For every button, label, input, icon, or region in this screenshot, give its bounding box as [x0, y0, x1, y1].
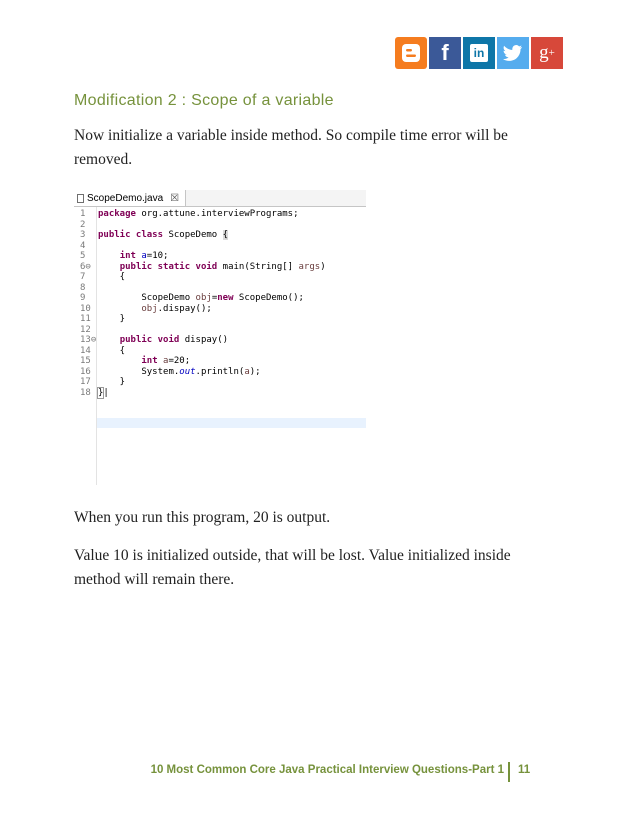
line-number: 18	[80, 387, 91, 398]
line-number: 9	[80, 293, 86, 303]
code-line: }	[98, 377, 126, 387]
code-line: }|	[98, 387, 109, 398]
twitter-icon[interactable]	[497, 37, 529, 69]
facebook-icon[interactable]: f	[429, 37, 461, 69]
section-heading: Modification 2 : Scope of a variable	[74, 92, 334, 109]
line-number: 2	[80, 219, 86, 230]
line-number: 17	[80, 377, 91, 387]
line-number: 4	[80, 240, 86, 251]
code-line: System.out.println(a);	[98, 366, 261, 377]
output-paragraph: When you run this program, 20 is output.	[74, 509, 331, 526]
linkedin-icon[interactable]: in	[463, 37, 495, 69]
close-icon[interactable]: ☒	[170, 192, 180, 204]
code-line: public class ScopeDemo {	[98, 230, 229, 240]
footer-title: 10 Most Common Core Java Practical Interview Questions-Part 1	[150, 764, 504, 776]
line-number: 13⊖	[80, 335, 97, 345]
line-number: 11	[80, 314, 91, 324]
editor-tab-bar	[74, 190, 366, 207]
footer-divider	[508, 762, 510, 782]
java-file-icon	[77, 194, 84, 203]
editor-tab[interactable]	[74, 190, 186, 206]
code-line: int a=20;	[141, 356, 191, 366]
code-editor-screenshot	[74, 190, 366, 485]
code-line: public void dispay()	[119, 335, 229, 345]
line-number: 15	[80, 356, 91, 366]
code-line: package org.attune.interviewPrograms;	[98, 209, 299, 219]
code-line: }	[98, 314, 126, 324]
line-number-gutter	[74, 207, 97, 485]
code-line: ScopeDemo obj=new ScopeDemo();	[98, 293, 304, 303]
line-number: 10	[80, 303, 91, 314]
blogger-icon[interactable]	[395, 37, 427, 69]
line-number: 16	[80, 366, 91, 377]
page-number: 11	[518, 764, 531, 776]
line-number: 1	[80, 209, 86, 219]
line-number: 14	[80, 345, 91, 356]
line-number: 5	[80, 251, 86, 261]
google-plus-icon[interactable]: g +	[531, 37, 563, 69]
code-line: int a=10;	[119, 251, 169, 261]
code-line: obj.dispay();	[141, 303, 212, 314]
code-line: {	[98, 272, 126, 282]
code-line: public static void main(String[] args)	[119, 261, 326, 272]
line-number: 7	[80, 272, 86, 282]
intro-paragraph: Now initialize a variable inside method. So compile time error will be removed.	[74, 127, 508, 168]
tab-label: ScopeDemo.java	[87, 192, 164, 204]
line-number: 3	[80, 230, 86, 240]
page-footer	[0, 762, 638, 782]
line-number: 12	[80, 324, 91, 335]
explanation-paragraph: Value 10 is initialized outside, that will be lost. Value initialized inside method will remain there.	[74, 547, 511, 588]
line-number: 6⊖	[80, 261, 91, 272]
code-line: {	[98, 345, 126, 356]
line-number: 8	[80, 282, 86, 293]
current-line-highlight	[97, 418, 366, 429]
social-icons-bar	[395, 37, 563, 69]
